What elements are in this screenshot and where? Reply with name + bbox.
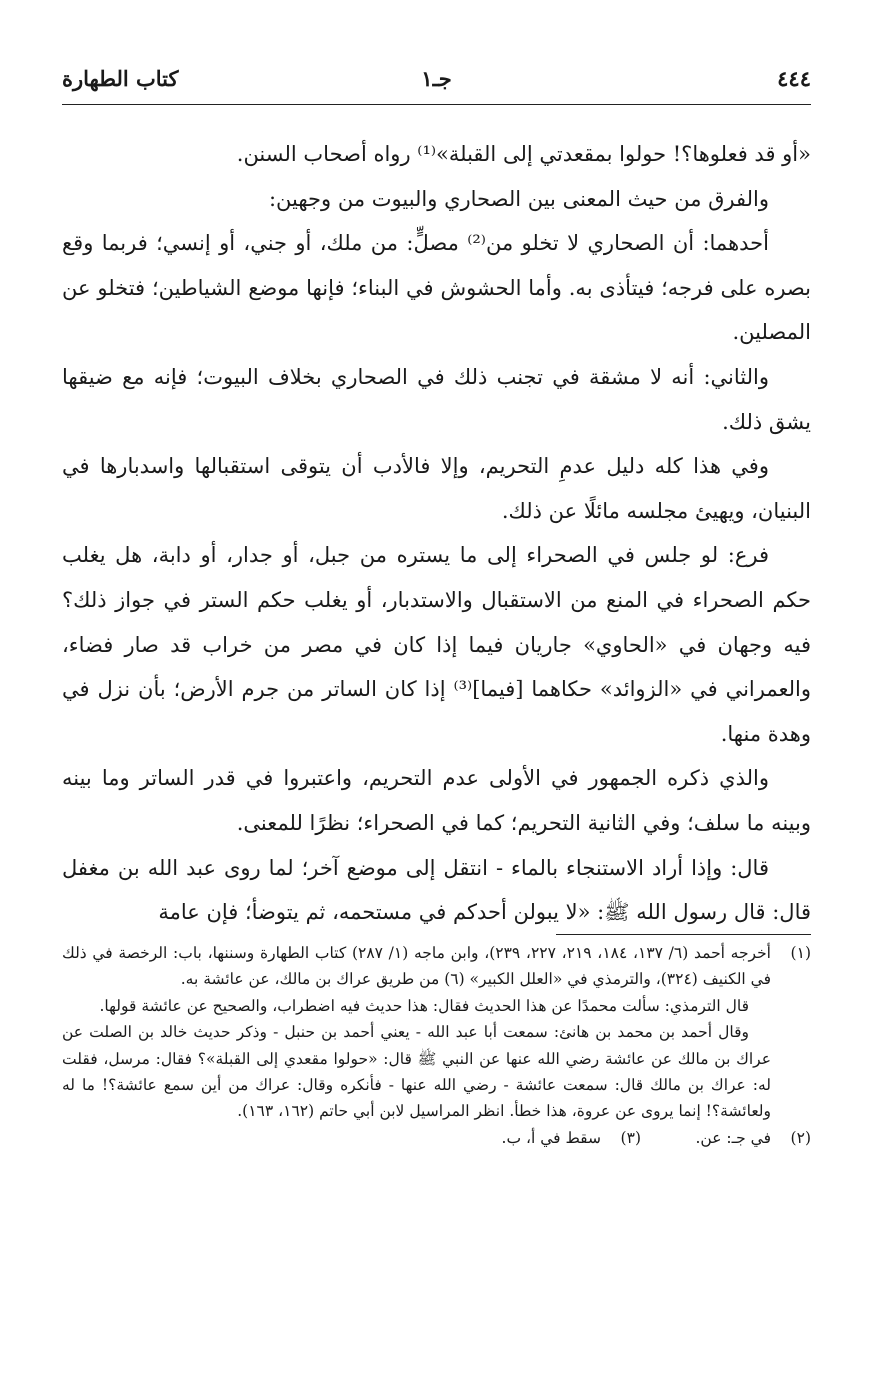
footnote-2 xyxy=(641,1125,811,1151)
paragraph: فرع: لو جلس في الصحراء إلى ما يستره من جبل، أو جدار، أو دابة، هل يغلب حكم الصحراء في المنع من الاستقبال والاستدبار، أو يغلب حكم الستر في جواز ذلك؟ فيه وجهان في «الحاوي» جاريان فيما إذا كان في مصر من خراب قد صار فضاء، والعمراني في «الزوائد» حكاهما [فيما]⁽³⁾ إذا كان الساتر من جرم الأرض؛ بأن نزل في وهدة منها. xyxy=(62,543,811,746)
paragraph: والذي ذكره الجمهور في الأولى عدم التحريم، واعتبروا في قدر الساتر وما بينه وبينه ما سلف؛ وفي الثانية التحريم؛ كما في الصحراء؛ نظرًا للمعنى. xyxy=(62,766,811,835)
page-header xyxy=(62,66,811,100)
paragraph: أحدهما: أن الصحاري لا تخلو من⁽²⁾ مصلٍّ: من ملك، أو جني، أو إنسي؛ فربما وقع بصره على فرجه؛ فيتأذى به. وأما الحشوش في البناء؛ فإنها موضع الشياطين؛ فتخلو عن المصلين. xyxy=(62,231,811,345)
footnote-text: أخرجه أحمد (٦/ ١٣٧، ١٨٤، ٢١٩، ٢٢٧، ٢٣٩)، وابن ماجه (١/ ٢٨٧) كتاب الطهارة وسننها، باب: الرخصة في ذلك في الكنيف (٣٢٤)، والترمذي في «العلل الكبير» (٦) من طريق عراك بن مالك، عن عائشة به. xyxy=(62,944,771,989)
footnote-continuation: وقال أحمد بن محمد بن هانئ: سمعت أبا عبد الله - يعني أحمد بن حنبل - وذكر حديث خالد بن الصلت عن عراك بن مالك عن عائشة رضي الله عنها عن النبي ﷺ قال: «حولوا مقعدي إلى القبلة»؟ فقال: مرسل، فقلت له: عراك بن مالك قال: سمعت عائشة - رضي الله عنها - فأنكره وقال: عراك من أين سمع عائشة؟! ما له ولعائشة؟! إنما يروى عن عروة، هذا خطأ. انظر المراسيل لابن أبي حاتم (١٦٢، ١٦٣). xyxy=(62,1023,771,1121)
footnote-text: في جـ: عن. xyxy=(695,1128,771,1147)
footnote-continuation: قال الترمذي: سألت محمدًا عن هذا الحديث فقال: هذا حديث فيه اضطراب، والصحيح عن عائشة قولها. xyxy=(99,996,749,1015)
footnote-1 xyxy=(62,940,811,993)
header-divider xyxy=(62,104,811,105)
paragraph: والفرق من حيث المعنى بين الصحاري والبيوت من وجهين: xyxy=(268,186,769,211)
paragraph: والثاني: أنه لا مشقة في تجنب ذلك في الصحاري بخلاف البيوت؛ فإنه مع ضيقها يشق ذلك. xyxy=(62,364,811,434)
footnote-row xyxy=(62,1125,811,1151)
paragraph: وفي هذا كله دليل عدمِ التحريم، وإلا فالأدب أن يتوقى استقبالها واسدبارها في البنيان، ويهيئ مجلسه مائلًا عن ذلك. xyxy=(62,454,811,523)
volume-label: جـ١ xyxy=(421,66,452,91)
footnote-divider xyxy=(556,934,811,935)
paragraph: «أو قد فعلوها؟! حولوا بمقعدتي إلى القبلة»⁽¹⁾ رواه أصحاب السنن. xyxy=(236,142,811,166)
main-text xyxy=(62,132,811,935)
footnote-text: سقط في أ، ب. xyxy=(501,1128,601,1147)
footnote-number: (١) xyxy=(790,944,811,962)
footnote-3 xyxy=(471,1125,641,1151)
footnote-number: (٢) xyxy=(790,1128,811,1147)
page-number: ٤٤٤ xyxy=(777,66,811,91)
paragraph: قال: وإذا أراد الاستنجاء بالماء - انتقل إلى موضع آخر؛ لما روى عبد الله بن مغفل قال: قال رسول الله ﷺ: «لا يبولن أحدكم في مستحمه، ثم يتوضأ؛ فإن عامة xyxy=(62,855,811,925)
footnote-number: (٣) xyxy=(620,1128,641,1147)
footnotes xyxy=(62,940,811,1151)
book-title: كتاب الطهارة xyxy=(62,66,179,91)
